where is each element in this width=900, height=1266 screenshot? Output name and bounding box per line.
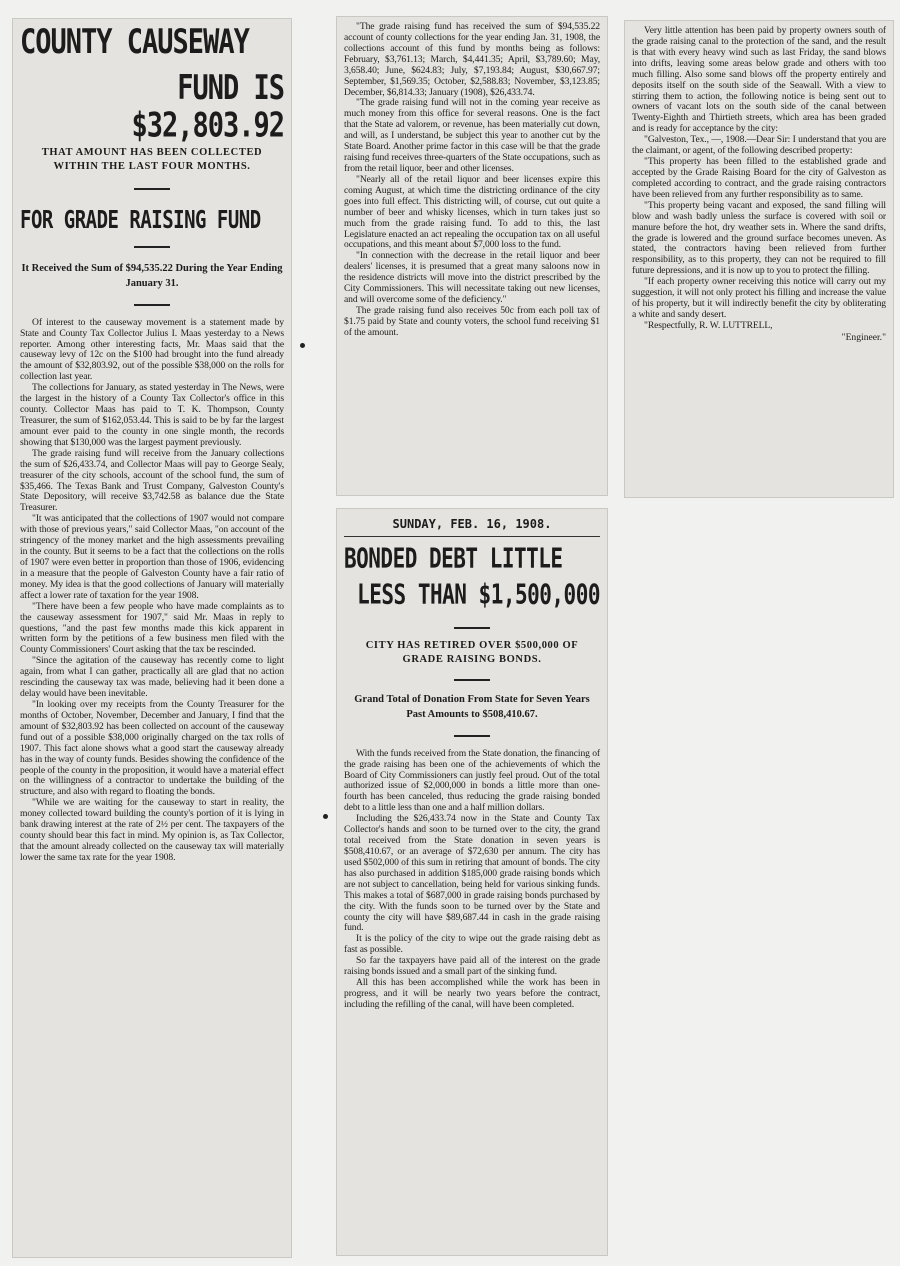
headline-bonded-debt: BONDED DEBT LITTLE bbox=[344, 543, 563, 575]
article-paragraph: "Respectfully, R. W. LUTTRELL, bbox=[644, 319, 773, 331]
clipping-county-causeway bbox=[12, 18, 292, 1258]
article-paragraph: "Since the agitation of the causeway has recently come to light again, from what I can gather, practically all are glad that no action rescinding the causeway tax was made, believing had it been done a delay would have been inevitable. bbox=[20, 655, 284, 700]
article-body bbox=[20, 318, 284, 864]
article-paragraph: Of interest to the causeway movement is a statement made by State and County Tax Collector Julius I. Maas yesterday to a News reporter. Among other interesting facts, Mr. Maas said that the causeway levy of 12c on the $100 had brought into the fund already the amount of $32,803.92, out of the possible $38,000 on the rolls for collection last year. bbox=[20, 316, 284, 383]
article-paragraph: "There have been a few people who have made complaints as to the causeway assessment for 1907," said Mr. Maas in reply to questions, "and the past few months made this kick apparent in written form by the petitions of a few business men filed with the County Commissioners' Court asking that the tax be rescinded. bbox=[20, 600, 284, 656]
article-paragraph: "While we are waiting for the causeway to start in reality, the money collected toward building the county's portion of it is lying in bank drawing interest at the rate of 2½ per cent. The taxpayers of the county should bear this fact in mind. My opinion is, as Tax Collector, that the amount already collected on the causeway tax will materially lower the same tax rate for the year 1908. bbox=[20, 797, 284, 863]
article-paragraph: Including the $26,433.74 now in the State and County Tax Collector's hands and soon to be turned over to the city, the grand total received from the State donation in seven years is $508,410.67, or an average of $72,630 per annum. The city has used $502,000 of this sum in retiring that amount of bonds. The city has also purchased in addition $185,000 grade raising bonds which are not subject to cancellation, being held for various sinking funds. This makes a total of $687,000 in grade raising bonds purchased by the city. With the funds soon to be turned over by the State and county the city will have $89,687.44 in cash in the grade raising fund. bbox=[344, 813, 600, 934]
headline-less-than: LESS THAN $1,500,000 bbox=[357, 579, 600, 611]
article-paragraph: All this has been accomplished while the work has been in progress, and it will be nearly two years before the contract, including the refilling of the canal, will have been completed. bbox=[344, 977, 600, 1010]
article-paragraph: "The grade raising fund will not in the coming year receive as much money from this office for several reasons. One is the fact that the State ad valorem, or revenue, has been materially cut down, and will, as I understand, be subject this year to another cut by the State Board. Another prime factor in this case will be that the grade raising fund receives three-quarters of the State occupations, such as from the retail liquor, beer and other licenses. bbox=[344, 97, 600, 174]
subhead-collected: THAT AMOUNT HAS BEEN COLLECTED WITHIN THE LAST FOUR MONTHS. bbox=[41, 147, 263, 173]
article-body bbox=[344, 749, 600, 1011]
article-paragraph: The grade raising fund also receives 50c from each poll tax of $1.75 paid by State and county voters, the school fund receiving $1 of the amount. bbox=[344, 304, 600, 338]
signature-title: "Engineer." bbox=[841, 331, 886, 343]
article-paragraph: It is the policy of the city to wipe out the grade raising debt as fast as possible. bbox=[344, 933, 600, 956]
headline-fund-amount: FUND IS $32,803.92 bbox=[131, 68, 284, 146]
divider-rule bbox=[454, 627, 490, 629]
divider-rule bbox=[454, 735, 490, 737]
clipping-sand-protection bbox=[624, 20, 894, 498]
article-paragraph: The grade raising fund will receive from the January collections the sum of $26,433.74, and Collector Maas will pay to George Sealy, treasurer of the city schools, account of the school fund, the sum of $35,466. The Texas Bank and Trust Company, Galveston County's State Depository, will receive $3,742.58 as balance due the State Treasurer. bbox=[20, 447, 284, 514]
article-body bbox=[632, 26, 886, 332]
headline-county-causeway: COUNTY CAUSEWAY bbox=[20, 22, 249, 62]
article-body bbox=[344, 22, 600, 339]
deck-grade-raising-sum: It Received the Sum of $94,535.22 During the Year Ending January 31. bbox=[21, 263, 283, 290]
article-paragraph: So far the taxpayers have paid all of the interest on the grade raising bonds issued and a small part of the sinking fund. bbox=[344, 955, 600, 978]
article-paragraph: "The grade raising fund has received the sum of $94,535.22 account of county collections for the year ending Jan. 31, 1908, the collections account of this fund by months being as follows: February, $3,761.13; March, $4,441.35; April, $3,789.60; May, 3,658.40; June, $624.83; July, $7,193.84; August, $30,667.97; September, $1,569.35; October, $2,588.83; November, $3,123.85; December, $6,814.33; January (1908), $26,433.74. bbox=[344, 21, 600, 98]
article-paragraph: "If each property owner receiving this notice will carry out my suggestion, it will not only protect his filling and increase the value of his property, but it will indirectly benefit the city by obliterating a white and sandy desert. bbox=[632, 276, 886, 320]
divider-rule bbox=[134, 304, 170, 306]
deck-grand-total: Grand Total of Donation From State for Seven Years Past Amounts to $508,410.67. bbox=[354, 694, 590, 721]
subhead-city-retired: CITY HAS RETIRED OVER $500,000 OF GRADE RAISING BONDS. bbox=[365, 640, 579, 666]
article-paragraph: "This property being vacant and exposed, the sand filling will blow and wash badly unless the surface is covered with soil or manure before the hot, dry weather sets in. Where the sand drifts, the grade is lowered and the ground surface becomes uneven. As stated, the contractors having been relieved from further responsibility, as to this property, they can not be required to fill future depressions, and it is now up to you to protect the filling. bbox=[632, 199, 886, 277]
article-paragraph: "Nearly all of the retail liquor and beer licenses expire this coming August, at which time the districting ordinance of the city goes into full effect. This districting will, of course, cut out quite a number of beer and whisky licenses, which in turn takes just so much from the grade raising fund. To add to this, the last Legislature enacted an act repealing the occupation tax on all useful occupations, and this meant about $7,000 loss to the fund. bbox=[344, 173, 600, 251]
divider-rule bbox=[134, 246, 170, 248]
dateline: SUNDAY, FEB. 16, 1908. bbox=[344, 514, 600, 537]
article-paragraph: "It was anticipated that the collections of 1907 would not compare with those of previous years," said Collector Maas, "on account of the stringency of the money market and the high assessments prevailing in the county. But it seems to be a fact that the collections on the rolls of 1907 were even better in proportion than those of 1906, evidencing in a measure that the people of Galveston County have a fair ratio of money. My idea is that the good collections of January will materially affect a lower rate of taxation for the year 1908. bbox=[20, 513, 284, 601]
margin-dot bbox=[323, 814, 328, 819]
article-paragraph: "Galveston, Tex., —, 1908.—Dear Sir: I understand that you are the claimant, or agent, of the following described property: bbox=[632, 134, 886, 157]
clipping-bonded-debt bbox=[336, 508, 608, 1256]
divider-rule bbox=[454, 679, 490, 681]
article-paragraph: "In looking over my receipts from the County Treasurer for the months of October, November, December and January, I find that the amount of $32,803.92 has been collected on account of the causeway fund out of a possible $38,000 originally charged on the tax rolls of 1907. This fact alone shows what a good start the causeway already has in the way of county funds. Besides showing the confidence of the people of the county in the proposition, it would have a material effect on the willingness of a contractor to undertake the building of the structure, and also with regard to floating the bonds. bbox=[20, 698, 284, 798]
article-paragraph: "In connection with the decrease in the retail liquor and beer dealers' licenses, it is presumed that a great many saloons now in the residence districts will move into the district prescribed by the City Commissioners. This will necessitate taking out new licenses, and will overcome some of the deficiency." bbox=[344, 250, 600, 306]
divider-rule bbox=[134, 188, 170, 190]
article-paragraph: "This property has been filled to the established grade and accepted by the Grade Raising Board for the city of Galveston as completed according to contract, and the grade raising contractors have been relieved from any further responsibility as to same. bbox=[632, 156, 886, 200]
article-paragraph: The collections for January, as stated yesterday in The News, were the largest in the history of a County Tax Collector's office in this county. Collector Maas has paid to T. K. Thompson, County Treasurer, the sum of $162,053.44. This is said to be by far the largest amount ever paid to the county in one single month, the records showing that $130,000 was the largest payment previously. bbox=[20, 382, 284, 448]
headline-grade-raising-fund: FOR GRADE RAISING FUND bbox=[20, 206, 261, 235]
clipping-grade-raising-continued bbox=[336, 16, 608, 496]
margin-dot bbox=[300, 343, 305, 348]
article-paragraph: Very little attention has been paid by property owners south of the grade raising canal to the protection of the sand, and the result is that with every heavy wind such as last Friday, the sand blows into drifts, leaving some areas below grade and others with too much filling. Also some sand blows off the property entirely and deposits itself on the south side of the Seawall. With a view to stirring them to action, the following notice is being sent out to owners of vacant lots on the south side of the canal between Twenty-Eighth and Thirtieth streets, which area has been graded and is ready for acceptance by the city: bbox=[632, 25, 886, 135]
article-paragraph: With the funds received from the State donation, the financing of the grade raising has been one of the achievements of which the Board of City Commissioners can justly feel proud. Out of the total authorized issue of $2,000,000 in bonds a little more than one-fourth has been canceled, thus reducing the grade raising bonded debt to a little less than one and a half million dollars. bbox=[344, 747, 600, 814]
